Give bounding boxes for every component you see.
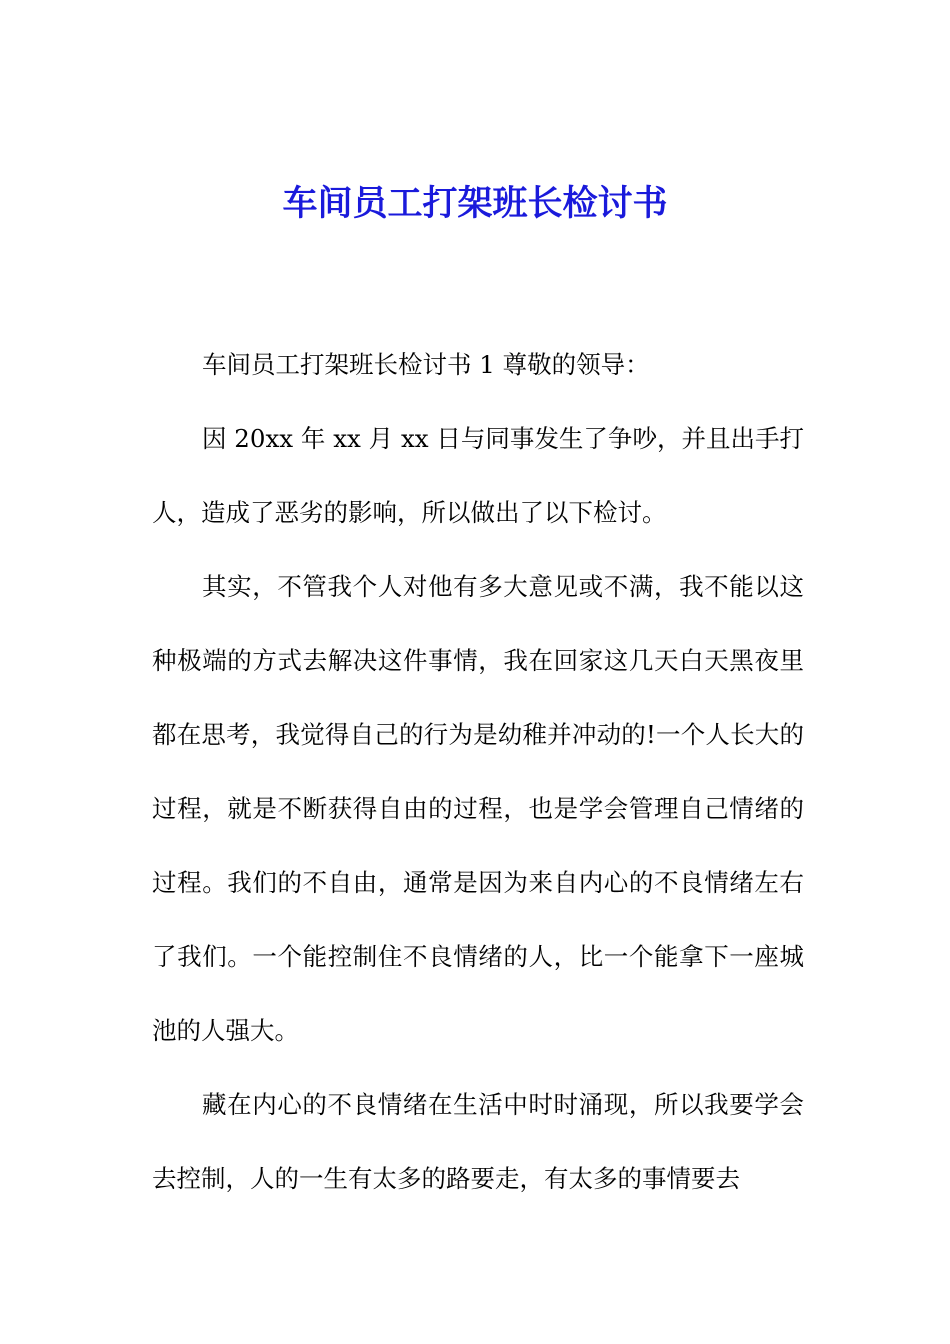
paragraph-reflection: 其实，不管我个人对他有多大意见或不满，我不能以这种极端的方式去解决这件事情，我在回家这几天白天黑夜里都在思考，我觉得自己的行为是幼稚并冲动的!一个人长大的过程，就是不断获得自由的过程，也是学会管理自己情绪的过程。我们的不自由，通常是因为来自内心的不良情绪左右了我们。一个能控制住不良情绪的人，比一个能拿下一座城池的人强大。	[152, 572, 804, 1045]
document-title: 车间员工打架班长检讨书	[282, 184, 668, 224]
paragraph-incident: 因 20xx 年 xx 月 xx 日与同事发生了争吵，并且出手打人，造成了恶劣的影响，所以做出了以下检讨。	[152, 424, 804, 527]
paragraph-salutation: 车间员工打架班长检讨书 1 尊敬的领导：	[202, 350, 650, 379]
document-body	[152, 328, 804, 1216]
paragraph-resolution: 藏在内心的不良情绪在生活中时时涌现，所以我要学会去控制，人的一生有太多的路要走，有太多的事情要去	[152, 1090, 804, 1193]
